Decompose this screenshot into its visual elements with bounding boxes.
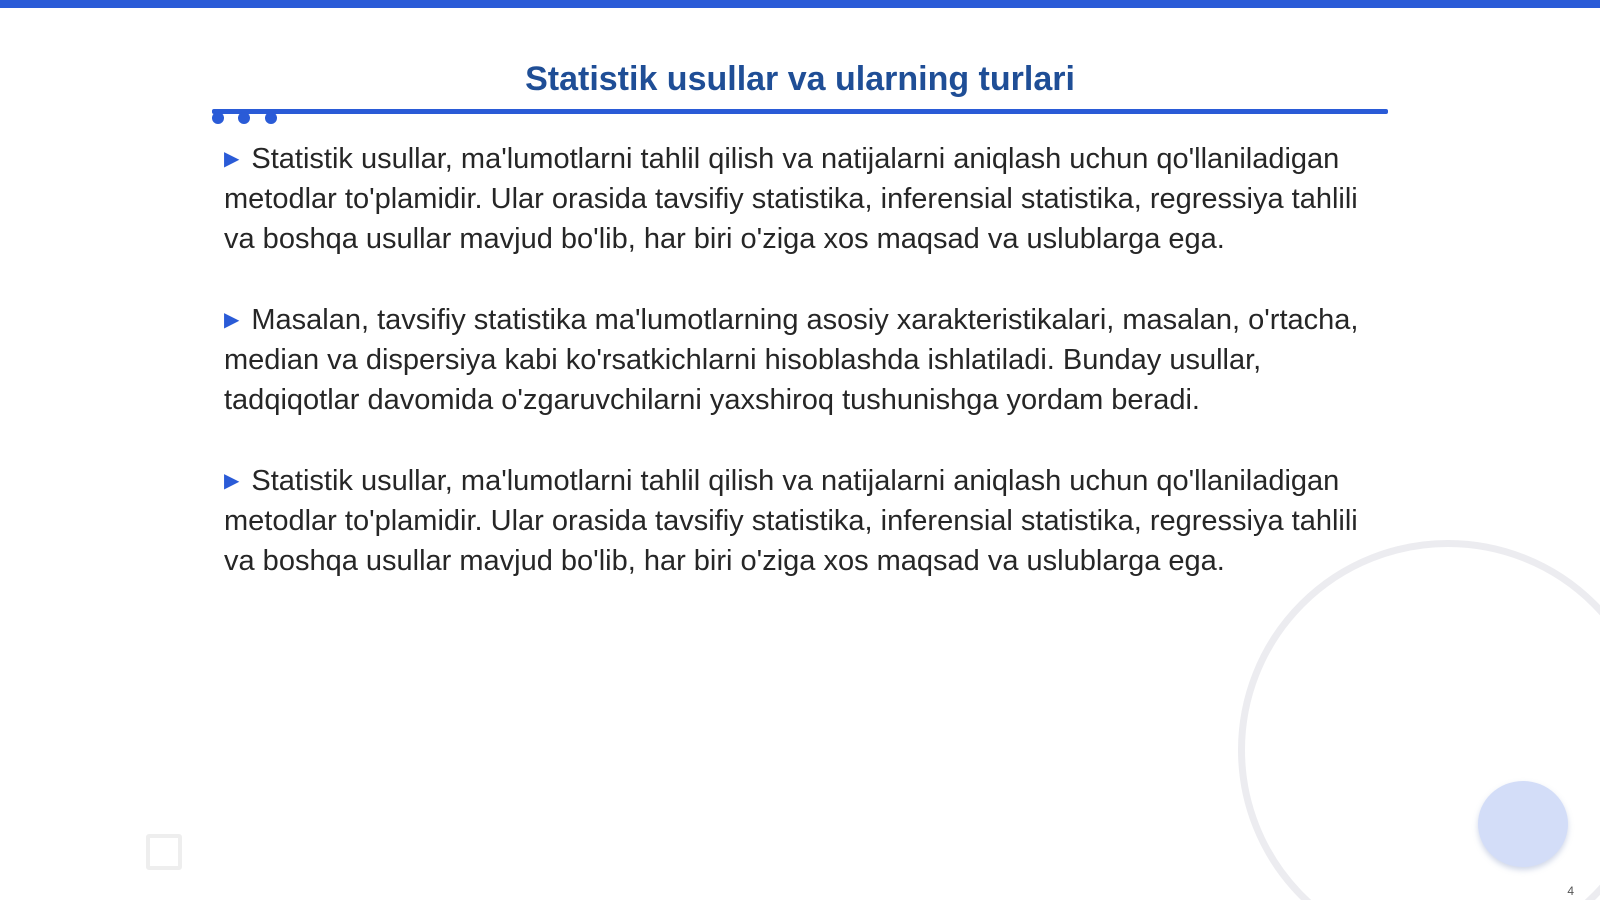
paragraph-text: Masalan, tavsifiy statistika ma'lumotlarning asosiy xarakteristikalari, masalan, o'rtacha, median va dispersiya kabi ko'rsatkichlarni hisoblashda ishlatiladi. Bunday usullar, tadqiqotlar davomida o'zgaruvchilarni yaxshiroq tushunishga yordam beradi. [224,304,1359,416]
bullet-paragraph [224,139,1374,259]
top-accent-bar [0,0,1600,8]
decorative-circle [1478,781,1568,867]
paragraph-text: Statistik usullar, ma'lumotlarni tahlil qilish va natijalarni aniqlash uchun qo'llaniladigan metodlar to'plamidir. Ular orasida tavsifiy statistika, inferensial statistika, regressiya tahlili va boshqa usullar mavjud bo'lib, har biri o'ziga xos maqsad va uslublarga ega. [224,465,1358,577]
page-number: 4 [1567,884,1574,898]
triangle-bullet-icon: ▶ [224,148,240,170]
triangle-bullet-icon: ▶ [224,309,240,331]
decorative-dot [265,112,277,124]
slide-body [224,139,1374,622]
bullet-paragraph [224,461,1374,581]
decorative-dot [212,112,224,124]
slide-title: Statistik usullar va ularning turlari [525,60,1075,98]
decorative-square [146,834,182,870]
decorative-dot [238,112,250,124]
bullet-paragraph [224,300,1374,420]
triangle-bullet-icon: ▶ [224,470,240,492]
paragraph-text: Statistik usullar, ma'lumotlarni tahlil qilish va natijalarni aniqlash uchun qo'llaniladigan metodlar to'plamidir. Ular orasida tavsifiy statistika, inferensial statistika, regressiya tahlili va boshqa usullar mavjud bo'lib, har biri o'ziga xos maqsad va uslublarga ega. [224,143,1358,255]
title-underline [212,109,1388,114]
